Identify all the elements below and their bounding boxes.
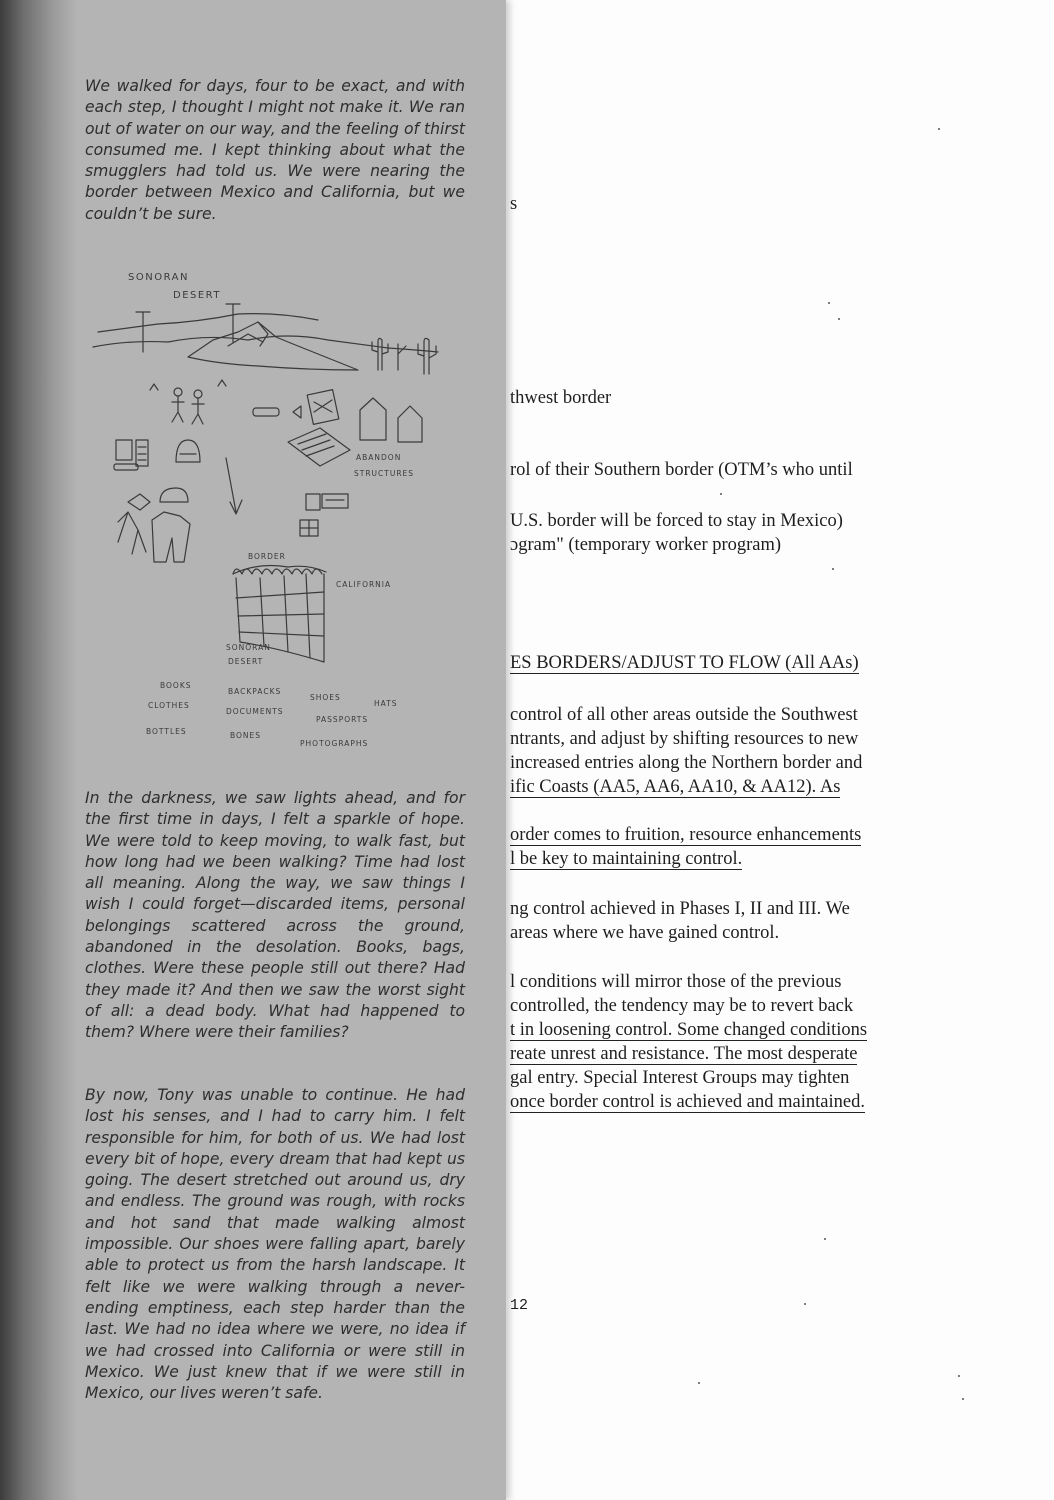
doc-line: s [510,194,518,214]
doc-line: increased entries along the Northern border and [510,753,863,773]
story-paragraph-3: By now, Tony was unable to continue. He had lost his senses, and I had to carry him. I felt responsible for him, for both of us. We had lost every bit of hope, every dream that had kept us going. The desert stretched out around us, dry and endless. The ground was rough, with rocks and hot sand that made walking almost impossible. Our shoes were falling apart, barely able to protect us from the harsh landscape. It felt like we were walking through a never-ending emptiness, each step harder than the last. We had no idea where we were, no idea if we had crossed into California or were still in Mexico. We just knew that if we were still in Mexico, our lives weren’t safe. [85,1086,465,1403]
doc-line: U.S. border will be forced to stay in Mexico) [510,511,843,531]
left-page-story [0,0,506,1500]
desert-sketch-illustration [88,262,468,762]
doc-line: areas where we have gained control. [510,923,780,943]
sketch-label: SONORAN [226,643,271,652]
speck [828,302,830,304]
sketch-item-label: HATS [374,699,398,708]
page-number: 12 [510,1297,529,1314]
speck [698,1382,700,1384]
speck [832,568,834,570]
sketch-item-label: BOTTLES [146,727,187,736]
speck [962,1398,964,1400]
speck [958,1375,960,1377]
doc-line: ntrants, and adjust by shifting resources to new [510,729,859,749]
sketch-item-label: DOCUMENTS [226,707,284,716]
sketch-item-label: BONES [230,731,262,740]
doc-line: ɔgram" (temporary worker program) [510,535,782,555]
speck [804,1303,806,1305]
doc-line: order comes to fruition, resource enhancements [510,825,862,845]
sketch-item-label: CLOTHES [148,701,190,710]
sketch-item-label: BOOKS [160,681,192,690]
doc-line: l be key to maintaining control. [510,849,743,869]
story-paragraph-1: We walked for days, four to be exact, and with each step, I thought I might not make it. We ran out of water on our way, and the feeling of thirst consumed me. I kept thinking about what the smugglers had told us. We were nearing the border between Mexico and California, but we couldn’t be sure. [85,77,465,223]
doc-line: rol of their Southern border (OTM’s who until [510,460,853,480]
sketch-label: DESERT [173,290,222,301]
sketch-label: SONORAN [128,272,189,283]
doc-line: ng control achieved in Phases I, II and III. We [510,899,850,919]
sketch-item-label: SHOES [310,693,341,702]
sketch-label: ABANDON [356,453,402,462]
sketch-label: BORDER [248,552,286,561]
sketch-item-label: BACKPACKS [228,687,282,696]
sketch-item-label: PASSPORTS [316,715,369,724]
speck [824,1238,826,1240]
doc-line: l conditions will mirror those of the previous [510,972,842,992]
sketch-label: STRUCTURES [354,469,415,478]
doc-line: thwest border [510,388,612,408]
speck [720,493,722,495]
doc-line: gal entry. Special Interest Groups may tighten [510,1068,850,1088]
doc-line: reate unrest and resistance. The most desperate [510,1044,858,1064]
doc-line: once border control is achieved and maintained. [510,1092,865,1112]
doc-line: control of all other areas outside the Southwest [510,705,858,725]
sketch-label: CALIFORNIA [336,580,392,589]
sketch-item-label: PHOTOGRAPHS [300,739,369,748]
right-page-document [480,0,1054,1500]
speck [838,318,840,320]
sketch-label: DESERT [228,657,264,666]
doc-heading: ES BORDERS/ADJUST TO FLOW (All AAs) [510,653,859,673]
doc-line: ific Coasts (AA5, AA6, AA10, & AA12). As [510,777,841,797]
book-gutter-shadow [0,0,78,1500]
speck [938,128,940,130]
story-paragraph-2: In the darkness, we saw lights ahead, and for the first time in days, I felt a sparkle of hope. We were told to keep moving, to walk fast, but how long had we been walking? Time had lost all meaning. Along the way, we saw things I wish I could forget—discarded items, personal belongings scattered across the ground, abandoned in the desolation. Books, bags, clothes. Were these people still out there? Had they made it? And then we saw the worst sight of all: a dead body. What had happened to them? Where were their families? [85,789,465,1042]
doc-line: t in loosening control. Some changed conditions [510,1020,868,1040]
doc-line: controlled, the tendency may be to revert back [510,996,854,1016]
